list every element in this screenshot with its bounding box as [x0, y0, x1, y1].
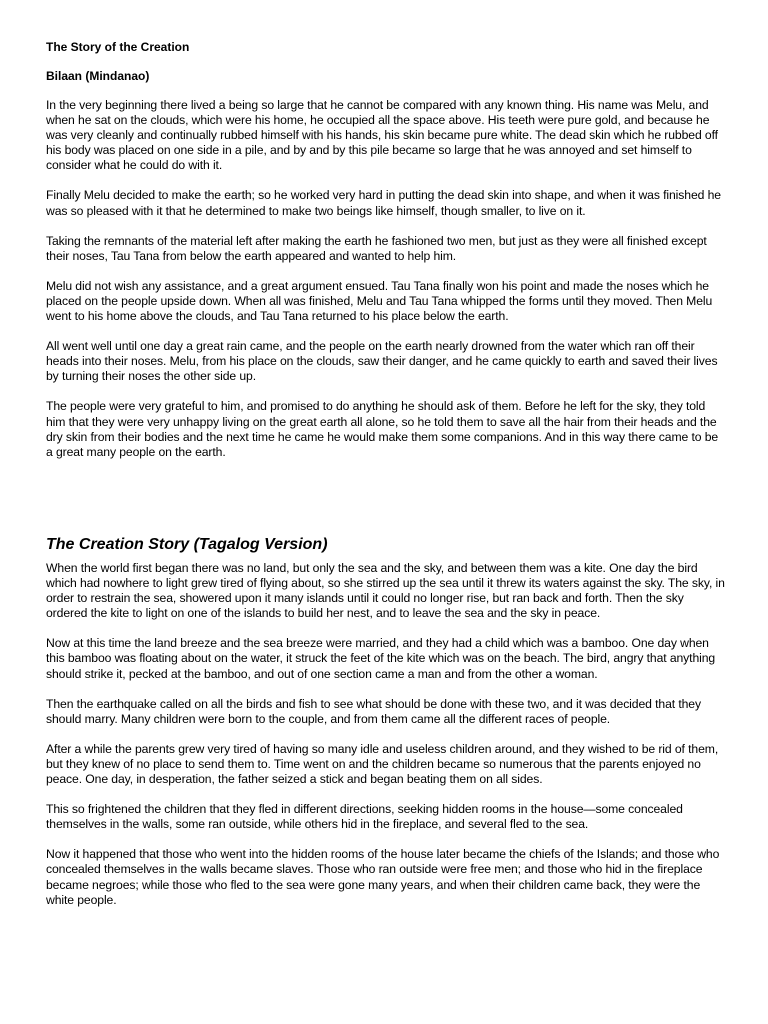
story1-paragraph: The people were very grateful to him, and promised to do anything he should ask of them. Before he left for the sky, they told him that they were very unhappy living on the great earth all alone, so he told them to save all the hair from their heads and the dry skin from their bodies and the next time he came he would make them some companions. And in this way there came to be a great many people on the earth.	[46, 399, 719, 459]
story2-paragraph: After a while the parents grew very tired of having so many idle and useless children around, and they wished to be rid of them, but they knew of no place to send them to. Time went on and the children became so numerous that the parents enjoyed no peace. One day, in desperation, the father seized a stick and began beating them on all sides.	[46, 741, 719, 787]
story1-paragraph: Finally Melu decided to make the earth; so he worked very hard in putting the dead skin into shape, and when it was finished he was so pleased with it that he determined to make two beings like himself, though smaller, to live on it.	[46, 188, 721, 218]
story2-title: The Creation Story (Tagalog Version)	[46, 536, 328, 553]
story2-paragraph: This so frightened the children that they fled in different directions, seeking hidden rooms in the house—some concealed themselves in the walls, some ran outside, while others hid in the fireplace, and several fled to the sea.	[46, 802, 683, 832]
story1-paragraph: Taking the remnants of the material left after making the earth he fashioned two men, but just as they were all finished except their noses, Tau Tana from below the earth appeared and wanted to help him.	[46, 233, 707, 263]
story2-section	[46, 535, 726, 923]
story2-paragraph: Now it happened that those who went into the hidden rooms of the house later became the chiefs of the Islands; and those who concealed themselves in the walls became slaves. Those who ran outside were free men; and those who hid in the fireplace became negroes; while those who fled to the sea were gone many years, and when their children came back, they were the white people.	[46, 847, 720, 907]
story2-paragraph: Now at this time the land breeze and the sea breeze were married, and they had a child which was a bamboo. One day when this bamboo was floating about on the water, it struck the feet of the kite which was on the beach. The bird, angry that anything should strike it, pecked at the bamboo, and out of one section came a man and from the other a woman.	[46, 636, 716, 681]
story1-section	[46, 40, 726, 475]
story1-paragraph: In the very beginning there lived a being so large that he cannot be compared with any known thing. His name was Melu, and when he sat on the clouds, which were his home, he occupied all the space above. His teeth were pure gold, and because he was very cleanly and continually rubbed himself with his hands, his skin became pure white. The dead skin which he rubbed off his body was placed on one side in a pile, and by and by this pile became so large that he was annoyed and set himself to consider what he could do with it.	[46, 98, 718, 173]
story2-body	[46, 561, 726, 908]
story1-paragraph: All went well until one day a great rain came, and the people on the earth nearly drowned from the water which ran off their heads into their noses. Melu, from his place on the clouds, saw their danger, and he came quickly to earth and saved their lives by turning their noses the other side up.	[46, 339, 718, 384]
story1-paragraph: Melu did not wish any assistance, and a great argument ensued. Tau Tana finally won his point and made the noses which he placed on the people upside down. When all was finished, Melu and Tau Tana whipped the forms until they moved. Then Melu went to his home above the clouds, and Tau Tana returned to his place below the earth.	[46, 278, 713, 324]
story2-paragraph: Then the earthquake called on all the birds and fish to see what should be done with these two, and it was decided that they should marry. Many children were born to the couple, and from them came all the different races of people.	[46, 696, 701, 726]
story2-paragraph: When the world first began there was no land, but only the sea and the sky, and between them was a kite. One day the bird which had nowhere to light grew tired of flying about, so she stirred up the sea until it threw its waters against the sky. The sky, in order to restrain the sea, showered upon it many islands until it could no longer rise, but ran back and forth. Then the sky ordered the kite to light on one of the islands to build her nest, and to leave the sea and the sky in peace.	[46, 561, 725, 621]
story1-body	[46, 98, 726, 460]
story1-title: The Story of the Creation	[46, 40, 190, 54]
story1-subtitle: Bilaan (Mindanao)	[46, 69, 150, 83]
